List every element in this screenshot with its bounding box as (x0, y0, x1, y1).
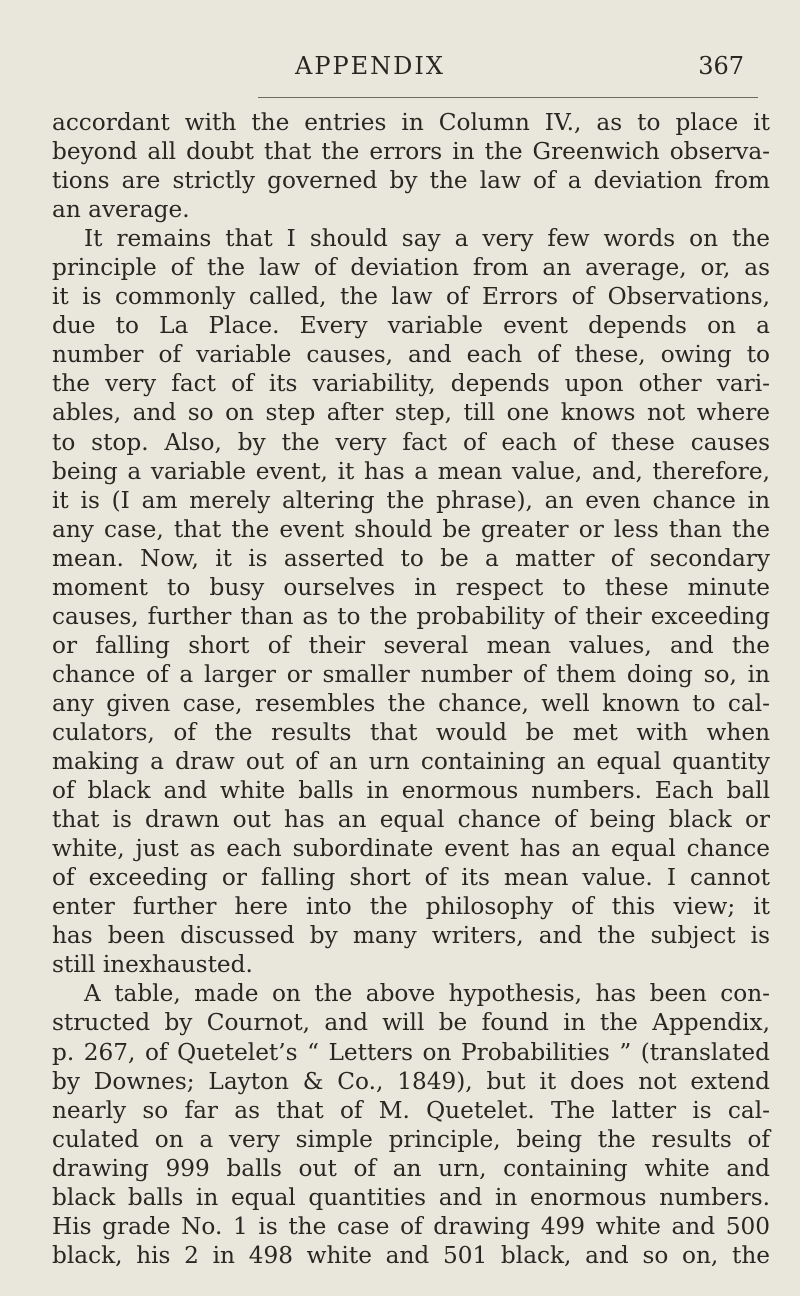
text-line: culators, of the results that would be met with when (52, 718, 770, 746)
text-line: tions are strictly governed by the law of a deviation from (52, 167, 770, 195)
page-header (0, 52, 800, 88)
text-line: black balls in equal quantities and in enormous numbers. (52, 1183, 770, 1211)
text-line: black, his 2 in 498 white and 501 black, and so on, the (52, 1241, 770, 1269)
text-line: structed by Cournot, and will be found in the Appendix, (52, 1009, 770, 1037)
text-line: causes, further than as to the probability of their exceeding (52, 602, 770, 630)
text-line: by Downes; Layton & Co., 1849), but it does not extend (52, 1067, 770, 1095)
body-text (52, 108, 770, 1270)
text-line: mean. Now, it is asserted to be a matter of secondary (52, 544, 770, 572)
text-line: due to La Place. Every variable event depends on a (52, 312, 770, 340)
text-line: accordant with the entries in Column IV., as to place it (52, 109, 770, 136)
text-line: being a variable event, it has a mean value, and, therefore, (52, 457, 770, 485)
text-line: that is drawn out has an equal chance of being black or (52, 806, 770, 834)
header-rule (258, 97, 758, 98)
text-line: nearly so far as that of M. Quetelet. The latter is cal- (52, 1096, 770, 1124)
running-head: APPENDIX (295, 52, 445, 80)
text-line: an average. (52, 196, 190, 224)
text-line: drawing 999 balls out of an urn, containing white and (52, 1154, 770, 1182)
text-line: or falling short of their several mean values, and the (52, 631, 770, 659)
text-line: culated on a very simple principle, being the results of (52, 1125, 770, 1153)
text-line: still inexhausted. (52, 951, 253, 979)
text-line: it is commonly called, the law of Errors of Observations, (52, 283, 770, 311)
text-line: to stop. Also, by the very fact of each of these causes (52, 428, 770, 456)
text-line: any case, that the event should be greater or less than the (52, 515, 770, 543)
text-line: enter further here into the philosophy of this view; it (52, 893, 770, 921)
text-line: making a draw out of an urn containing an equal quantity (52, 748, 770, 776)
text-line: moment to busy ourselves in respect to these minute (52, 573, 770, 601)
text-line: has been discussed by many writers, and the subject is (52, 922, 770, 950)
text-line: of black and white balls in enormous numbers. Each ball (52, 777, 770, 805)
text-line: white, just as each subordinate event has an equal chance (52, 835, 770, 863)
text-line: ables, and so on step after step, till one knows not where (52, 399, 770, 427)
text-line: it is (I am merely altering the phrase), an even chance in (52, 486, 770, 514)
text-line: any given case, resembles the chance, well known to cal- (52, 689, 770, 717)
text-line: of exceeding or falling short of its mean value. I cannot (52, 864, 770, 892)
text-line: the very fact of its variability, depends upon other vari- (52, 370, 770, 398)
text-line: A table, made on the above hypothesis, has been con- (84, 980, 770, 1008)
text-line: number of variable causes, and each of these, owing to (52, 341, 770, 369)
text-line: beyond all doubt that the errors in the Greenwich observa- (52, 138, 770, 166)
page-number: 367 (698, 52, 744, 80)
text-line: His grade No. 1 is the case of drawing 499 white and 500 (52, 1212, 770, 1240)
text-line: It remains that I should say a very few words on the (84, 225, 770, 253)
text-line: principle of the law of deviation from an average, or, as (52, 254, 770, 282)
text-line: chance of a larger or smaller number of them doing so, in (52, 660, 770, 688)
text-line: p. 267, of Quetelet’s “ Letters on Probabilities ” (translated (52, 1038, 770, 1066)
